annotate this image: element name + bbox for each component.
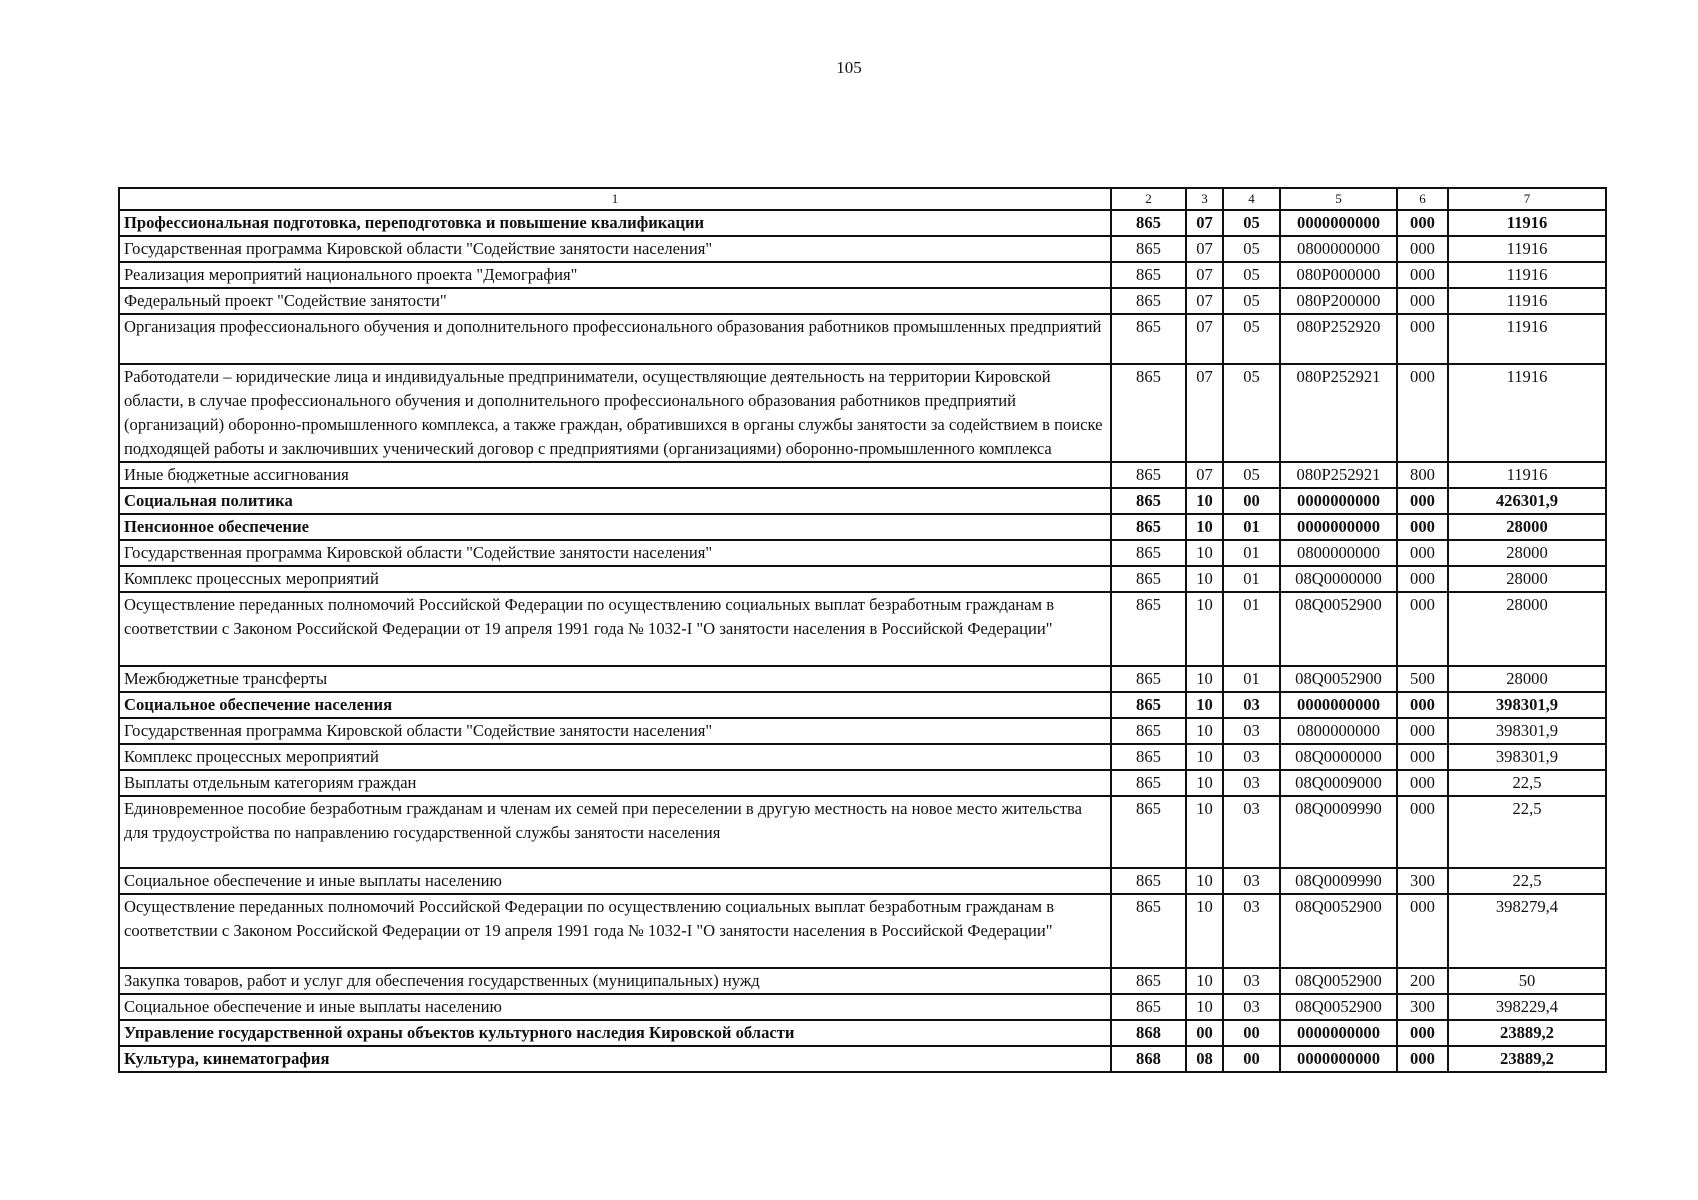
cell-ministry-code: 865	[1111, 770, 1186, 796]
cell-amount: 28000	[1448, 666, 1606, 692]
cell-expense-type: 000	[1397, 796, 1448, 868]
cell-amount: 23889,2	[1448, 1020, 1606, 1046]
cell-target-article: 0000000000	[1280, 1046, 1397, 1072]
cell-target-article: 08Q0009000	[1280, 770, 1397, 796]
row-name: Иные бюджетные ассигнования	[119, 462, 1111, 488]
cell-target-article: 0800000000	[1280, 540, 1397, 566]
row-name: Межбюджетные трансферты	[119, 666, 1111, 692]
cell-target-article: 080P200000	[1280, 288, 1397, 314]
cell-subsection: 05	[1223, 462, 1280, 488]
cell-subsection: 05	[1223, 236, 1280, 262]
table-row	[119, 718, 1606, 744]
row-name: Комплекс процессных мероприятий	[119, 744, 1111, 770]
table-row	[119, 1046, 1606, 1072]
cell-expense-type: 200	[1397, 968, 1448, 994]
table-row	[119, 692, 1606, 718]
cell-expense-type: 000	[1397, 314, 1448, 364]
cell-target-article: 080P252921	[1280, 364, 1397, 462]
cell-amount: 28000	[1448, 540, 1606, 566]
table-row	[119, 770, 1606, 796]
table-row	[119, 894, 1606, 968]
cell-section: 10	[1186, 514, 1223, 540]
cell-amount: 398301,9	[1448, 718, 1606, 744]
cell-amount: 22,5	[1448, 868, 1606, 894]
table-row	[119, 262, 1606, 288]
cell-section: 07	[1186, 288, 1223, 314]
cell-target-article: 08Q0052900	[1280, 666, 1397, 692]
row-name: Осуществление переданных полномочий Российской Федерации по осуществлению социальных выплат безработным гражданам в соответствии с Законом Российской Федерации от 19 апреля 1991 года № 1032-I "О занятости населения в Российской Федерации"	[119, 592, 1111, 666]
cell-expense-type: 500	[1397, 666, 1448, 692]
cell-ministry-code: 865	[1111, 514, 1186, 540]
cell-expense-type: 000	[1397, 236, 1448, 262]
page-number: 105	[836, 58, 862, 77]
table-row	[119, 744, 1606, 770]
cell-target-article: 0800000000	[1280, 718, 1397, 744]
cell-expense-type: 000	[1397, 566, 1448, 592]
cell-target-article: 0000000000	[1280, 692, 1397, 718]
cell-ministry-code: 865	[1111, 868, 1186, 894]
cell-section: 00	[1186, 1020, 1223, 1046]
cell-section: 07	[1186, 210, 1223, 236]
row-name: Работодатели – юридические лица и индивидуальные предприниматели, осуществляющие деятельность на территории Кировской области, в случае профессионального обучения и дополнительного профессионального образования работников предприятий (организаций) оборонно-промышленного комплекса, а также граждан, обратившихся в органы службы занятости за содействием в поиске подходящей работы и заключивших ученический договор с предприятиями (организациями) оборонно-промышленного комплекса	[119, 364, 1111, 462]
cell-subsection: 00	[1223, 488, 1280, 514]
cell-target-article: 08Q0052900	[1280, 894, 1397, 968]
cell-ministry-code: 865	[1111, 462, 1186, 488]
table-row	[119, 592, 1606, 666]
cell-ministry-code: 865	[1111, 968, 1186, 994]
table-row	[119, 994, 1606, 1020]
cell-amount: 398301,9	[1448, 692, 1606, 718]
row-name: Государственная программа Кировской области "Содействие занятости населения"	[119, 718, 1111, 744]
row-name: Организация профессионального обучения и дополнительного профессионального образования работников промышленных предприятий	[119, 314, 1111, 364]
cell-ministry-code: 865	[1111, 592, 1186, 666]
cell-section: 07	[1186, 364, 1223, 462]
cell-section: 10	[1186, 894, 1223, 968]
column-header: 3	[1186, 188, 1223, 210]
cell-target-article: 0000000000	[1280, 488, 1397, 514]
cell-subsection: 03	[1223, 994, 1280, 1020]
cell-expense-type: 000	[1397, 540, 1448, 566]
cell-amount: 28000	[1448, 566, 1606, 592]
cell-subsection: 01	[1223, 566, 1280, 592]
cell-section: 08	[1186, 1046, 1223, 1072]
cell-section: 07	[1186, 314, 1223, 364]
cell-amount: 28000	[1448, 592, 1606, 666]
column-header: 4	[1223, 188, 1280, 210]
cell-amount: 11916	[1448, 364, 1606, 462]
cell-target-article: 08Q0052900	[1280, 968, 1397, 994]
column-header: 2	[1111, 188, 1186, 210]
cell-ministry-code: 868	[1111, 1020, 1186, 1046]
cell-ministry-code: 865	[1111, 236, 1186, 262]
row-name: Комплекс процессных мероприятий	[119, 566, 1111, 592]
cell-subsection: 03	[1223, 770, 1280, 796]
cell-section: 10	[1186, 796, 1223, 868]
cell-expense-type: 000	[1397, 288, 1448, 314]
table-row	[119, 288, 1606, 314]
cell-subsection: 05	[1223, 364, 1280, 462]
table-row	[119, 796, 1606, 868]
row-name: Культура, кинематография	[119, 1046, 1111, 1072]
cell-section: 10	[1186, 666, 1223, 692]
row-name: Государственная программа Кировской области "Содействие занятости населения"	[119, 236, 1111, 262]
cell-ministry-code: 865	[1111, 488, 1186, 514]
cell-ministry-code: 865	[1111, 692, 1186, 718]
cell-expense-type: 000	[1397, 744, 1448, 770]
cell-section: 10	[1186, 718, 1223, 744]
column-header: 5	[1280, 188, 1397, 210]
cell-target-article: 0000000000	[1280, 1020, 1397, 1046]
cell-target-article: 08Q0009990	[1280, 868, 1397, 894]
row-name: Пенсионное обеспечение	[119, 514, 1111, 540]
cell-target-article: 08Q0009990	[1280, 796, 1397, 868]
cell-ministry-code: 865	[1111, 314, 1186, 364]
cell-subsection: 05	[1223, 262, 1280, 288]
cell-subsection: 05	[1223, 314, 1280, 364]
cell-section: 10	[1186, 868, 1223, 894]
cell-target-article: 08Q0000000	[1280, 744, 1397, 770]
table-row	[119, 868, 1606, 894]
cell-amount: 22,5	[1448, 796, 1606, 868]
row-name: Социальное обеспечение и иные выплаты населению	[119, 994, 1111, 1020]
cell-section: 10	[1186, 968, 1223, 994]
cell-ministry-code: 865	[1111, 744, 1186, 770]
column-header: 1	[119, 188, 1111, 210]
cell-section: 07	[1186, 462, 1223, 488]
cell-ministry-code: 865	[1111, 796, 1186, 868]
cell-expense-type: 800	[1397, 462, 1448, 488]
cell-subsection: 00	[1223, 1020, 1280, 1046]
cell-subsection: 03	[1223, 718, 1280, 744]
cell-amount: 11916	[1448, 314, 1606, 364]
table-row	[119, 566, 1606, 592]
cell-subsection: 00	[1223, 1046, 1280, 1072]
cell-subsection: 03	[1223, 868, 1280, 894]
row-name: Профессиональная подготовка, переподготовка и повышение квалификации	[119, 210, 1111, 236]
row-name: Социальное обеспечение и иные выплаты населению	[119, 868, 1111, 894]
cell-amount: 50	[1448, 968, 1606, 994]
cell-target-article: 0000000000	[1280, 210, 1397, 236]
cell-subsection: 03	[1223, 796, 1280, 868]
table-row	[119, 1020, 1606, 1046]
cell-section: 10	[1186, 540, 1223, 566]
budget-table	[118, 187, 1607, 1073]
cell-amount: 28000	[1448, 514, 1606, 540]
cell-section: 10	[1186, 994, 1223, 1020]
cell-target-article: 08Q0000000	[1280, 566, 1397, 592]
row-name: Государственная программа Кировской области "Содействие занятости населения"	[119, 540, 1111, 566]
table-row	[119, 364, 1606, 462]
cell-expense-type: 000	[1397, 770, 1448, 796]
cell-section: 10	[1186, 592, 1223, 666]
cell-subsection: 01	[1223, 540, 1280, 566]
cell-ministry-code: 865	[1111, 994, 1186, 1020]
cell-section: 10	[1186, 692, 1223, 718]
cell-expense-type: 000	[1397, 514, 1448, 540]
cell-ministry-code: 868	[1111, 1046, 1186, 1072]
table-row	[119, 314, 1606, 364]
row-name: Единовременное пособие безработным гражданам и членам их семей при переселении в другую местность на новое место жительства для трудоустройства по направлению государственной службы занятости населения	[119, 796, 1111, 868]
cell-expense-type: 000	[1397, 592, 1448, 666]
cell-amount: 398301,9	[1448, 744, 1606, 770]
cell-ministry-code: 865	[1111, 262, 1186, 288]
cell-ministry-code: 865	[1111, 718, 1186, 744]
cell-subsection: 03	[1223, 744, 1280, 770]
cell-section: 10	[1186, 744, 1223, 770]
cell-expense-type: 000	[1397, 364, 1448, 462]
cell-amount: 11916	[1448, 462, 1606, 488]
cell-amount: 398279,4	[1448, 894, 1606, 968]
column-header: 6	[1397, 188, 1448, 210]
cell-target-article: 08Q0052900	[1280, 994, 1397, 1020]
table-row	[119, 488, 1606, 514]
cell-ministry-code: 865	[1111, 210, 1186, 236]
cell-expense-type: 000	[1397, 894, 1448, 968]
cell-amount: 398229,4	[1448, 994, 1606, 1020]
cell-target-article: 080P252921	[1280, 462, 1397, 488]
cell-section: 07	[1186, 262, 1223, 288]
cell-expense-type: 300	[1397, 868, 1448, 894]
cell-target-article: 0800000000	[1280, 236, 1397, 262]
cell-subsection: 01	[1223, 592, 1280, 666]
table-row	[119, 540, 1606, 566]
cell-target-article: 08Q0052900	[1280, 592, 1397, 666]
cell-amount: 22,5	[1448, 770, 1606, 796]
cell-expense-type: 000	[1397, 692, 1448, 718]
table-row	[119, 968, 1606, 994]
cell-ministry-code: 865	[1111, 894, 1186, 968]
cell-section: 07	[1186, 236, 1223, 262]
cell-amount: 23889,2	[1448, 1046, 1606, 1072]
cell-subsection: 01	[1223, 666, 1280, 692]
cell-amount: 11916	[1448, 236, 1606, 262]
row-name: Реализация мероприятий национального проекта "Демография"	[119, 262, 1111, 288]
cell-subsection: 03	[1223, 968, 1280, 994]
cell-expense-type: 000	[1397, 262, 1448, 288]
row-name: Выплаты отдельным категориям граждан	[119, 770, 1111, 796]
cell-target-article: 0000000000	[1280, 514, 1397, 540]
table-row	[119, 236, 1606, 262]
cell-amount: 426301,9	[1448, 488, 1606, 514]
cell-subsection: 01	[1223, 514, 1280, 540]
table-row	[119, 666, 1606, 692]
cell-ministry-code: 865	[1111, 666, 1186, 692]
table-body	[119, 210, 1606, 1072]
header-row	[119, 188, 1606, 210]
cell-ministry-code: 865	[1111, 540, 1186, 566]
cell-expense-type: 000	[1397, 718, 1448, 744]
cell-subsection: 05	[1223, 288, 1280, 314]
cell-expense-type: 000	[1397, 488, 1448, 514]
cell-target-article: 080P000000	[1280, 262, 1397, 288]
cell-expense-type: 000	[1397, 1046, 1448, 1072]
cell-amount: 11916	[1448, 210, 1606, 236]
cell-ministry-code: 865	[1111, 364, 1186, 462]
cell-subsection: 05	[1223, 210, 1280, 236]
table-row	[119, 514, 1606, 540]
column-header: 7	[1448, 188, 1606, 210]
cell-expense-type: 000	[1397, 1020, 1448, 1046]
row-name: Федеральный проект "Содействие занятости"	[119, 288, 1111, 314]
cell-expense-type: 000	[1397, 210, 1448, 236]
cell-subsection: 03	[1223, 894, 1280, 968]
cell-section: 10	[1186, 770, 1223, 796]
table-row	[119, 210, 1606, 236]
cell-subsection: 03	[1223, 692, 1280, 718]
row-name: Управление государственной охраны объектов культурного наследия Кировской области	[119, 1020, 1111, 1046]
cell-ministry-code: 865	[1111, 288, 1186, 314]
cell-expense-type: 300	[1397, 994, 1448, 1020]
row-name: Социальное обеспечение населения	[119, 692, 1111, 718]
row-name: Осуществление переданных полномочий Российской Федерации по осуществлению социальных выплат безработным гражданам в соответствии с Законом Российской Федерации от 19 апреля 1991 года № 1032-I "О занятости населения в Российской Федерации"	[119, 894, 1111, 968]
cell-amount: 11916	[1448, 262, 1606, 288]
cell-ministry-code: 865	[1111, 566, 1186, 592]
cell-target-article: 080P252920	[1280, 314, 1397, 364]
row-name: Социальная политика	[119, 488, 1111, 514]
cell-section: 10	[1186, 488, 1223, 514]
cell-amount: 11916	[1448, 288, 1606, 314]
cell-section: 10	[1186, 566, 1223, 592]
row-name: Закупка товаров, работ и услуг для обеспечения государственных (муниципальных) нужд	[119, 968, 1111, 994]
table-row	[119, 462, 1606, 488]
